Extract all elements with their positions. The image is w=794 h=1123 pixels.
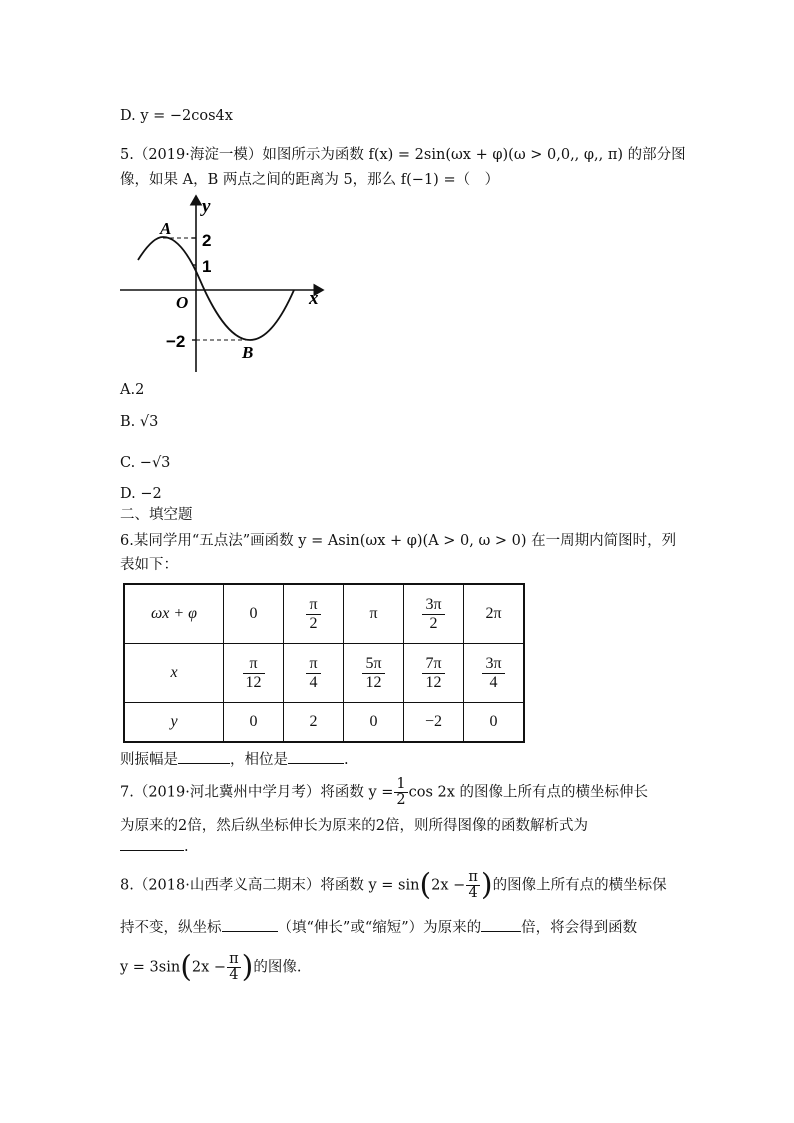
q6-stem-line1: 6.某同学用“五点法”画函数 y = Asin(ωx + φ)(A > 0, ω > 0) 在一周期内简图时，列	[120, 533, 677, 549]
q8-stem-line2: 持不变，纵坐标 （填“伸长”或“缩短”）为原来的 倍，将会得到函数	[120, 917, 637, 938]
row-header: ωx + φ	[124, 584, 224, 644]
blank-amplitude[interactable]	[178, 749, 230, 764]
table-cell: $\frac{\pi}{2}$	[284, 584, 344, 644]
graph-x-label: x	[309, 288, 319, 309]
q7-stem-line2: 为原来的2倍，然后纵坐标伸长为原来的2倍，则所得图像的函数解析式为	[120, 818, 588, 834]
table-cell: 0	[224, 703, 284, 743]
table-cell: $\frac{3\pi}{2}$	[404, 584, 464, 644]
q4-option-d: D. y = −2cos4x	[120, 108, 233, 124]
graph-origin-label: O	[176, 293, 189, 312]
table-cell: −2	[404, 703, 464, 743]
blank-phase[interactable]	[288, 749, 344, 764]
table-row	[124, 644, 524, 703]
table-cell: $\frac{\pi}{4}$	[284, 644, 344, 703]
table-cell: 2π	[464, 584, 525, 644]
q5-option-b: B. √3	[120, 414, 159, 430]
row-header: y	[124, 703, 224, 743]
q5-stem-line1: 5.（2019·海淀一模）如图所示为函数 f(x) = 2sin(ωx + φ)(ω > 0,0,, φ,, π) 的部分图	[120, 147, 686, 163]
q8-stem-line1: 8.（2018·山西孝义高二期末）将函数 y = sin(2x − $\frac{\pi}{4}$ )的图像上所有点的横坐标保	[120, 867, 667, 903]
blank-q7[interactable]	[120, 836, 184, 851]
sine-curve	[138, 237, 294, 340]
q5-option-a: A.2	[120, 382, 145, 398]
q5-option-c: C. −√3	[120, 455, 171, 471]
graph-point-A: A	[160, 219, 172, 238]
table-cell: $\frac{5\pi}{12}$	[344, 644, 404, 703]
table-cell: 0	[344, 703, 404, 743]
q5-stem-line2: 像，如果 A，B 两点之间的距离为 5，那么 f(−1) =（ ）	[120, 172, 500, 188]
q6-stem-line2: 表如下：	[120, 557, 178, 573]
section-title: 二、填空题	[120, 507, 193, 523]
table-cell: 0	[224, 584, 284, 644]
graph-point-B: B	[242, 343, 254, 362]
table-cell: 0	[464, 703, 525, 743]
graph-y-label: y	[202, 196, 211, 217]
table-cell: $\frac{7\pi}{12}$	[404, 644, 464, 703]
row-header: x	[124, 644, 224, 703]
table-cell: $\frac{\pi}{12}$	[224, 644, 284, 703]
five-point-table	[123, 583, 525, 743]
q8-stem-line3: y = 3sin(2x − $\frac{\pi}{4}$ )的图像.	[120, 949, 302, 985]
table-cell: $\frac{3\pi}{4}$	[464, 644, 525, 703]
blank-q8-factor[interactable]	[481, 917, 521, 932]
graph-tick-2: 2	[202, 231, 212, 250]
graph-tick-neg2: −2	[166, 332, 186, 351]
q6-answer-line: 则振幅是 ，相位是 .	[120, 749, 349, 770]
q5-sine-graph	[118, 190, 338, 375]
q7-stem-line1: 7.（2019·河北冀州中学月考）将函数 y = $\frac{1}{2}$ cos 2x 的图像上所有点的横坐标伸长	[120, 776, 649, 808]
table-cell: π	[344, 584, 404, 644]
table-cell: 2	[284, 703, 344, 743]
graph-tick-1: 1	[202, 257, 212, 276]
q5-option-d: D. −2	[120, 486, 162, 502]
blank-q8-stretch[interactable]	[222, 917, 278, 932]
q7-answer-line: .	[120, 836, 189, 857]
table-row	[124, 584, 524, 644]
table-row	[124, 703, 524, 743]
